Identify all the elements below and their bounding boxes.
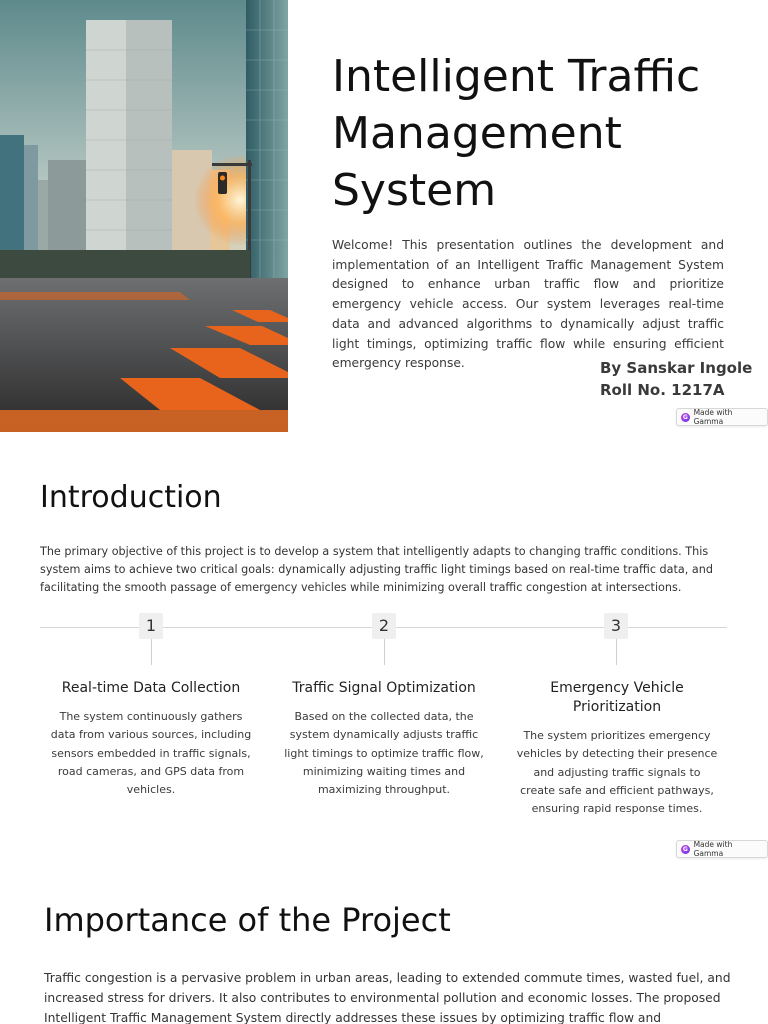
step-description-3: The system prioritizes emergency vehicles by detecting their presence and adjusting traffic signals to create safe and efficient pathways, ensuring rapid response times. bbox=[516, 729, 718, 816]
welcome-paragraph: Welcome! This presentation outlines the development and implementation of an Intelligent Traffic Management System designed to enhance urban traffic flow and prioritize emergency vehicle access. Our system leverages real-time data and advanced algorithms to dynamically adjust traffic light timings, optimizing traffic flow while ensuring efficient emergency response. bbox=[332, 238, 724, 371]
author-block bbox=[600, 357, 752, 401]
introduction-paragraph: The primary objective of this project is to develop a system that intelligently adapts to changing traffic conditions. This system aims to achieve two critical goals: dynamically adjusting traffic light timings based on real-time traffic data, and facilitating the smooth passage of emergency vehicles while minimizing overall traffic congestion at intersections. bbox=[40, 545, 713, 595]
title-slide bbox=[0, 0, 768, 432]
importance-paragraph: Traffic congestion is a pervasive problem in urban areas, leading to extended commute times, wasted fuel, and increased stress for drivers. It also contributes to environmental pollution and economic losses. The proposed Intelligent Traffic Management System directly addresses these issues by optimizing traffic flow and bbox=[44, 971, 731, 1024]
step-connector-2 bbox=[384, 639, 385, 665]
step-connector-1 bbox=[151, 639, 152, 665]
step-description-2: Based on the collected data, the system dynamically adjusts traffic light timings to optimize traffic flow, minimizing waiting times and maximizing throughput. bbox=[284, 710, 484, 797]
step-title-2: Traffic Signal Optimization bbox=[292, 680, 476, 696]
step-number-3: 3 bbox=[604, 613, 628, 639]
made-with-gamma-badge[interactable] bbox=[676, 408, 768, 426]
step-description-1: The system continuously gathers data from various sources, including sensors embedded in traffic signals, road cameras, and GPS data from vehicles. bbox=[50, 710, 252, 797]
step-number-1: 1 bbox=[139, 613, 163, 639]
presentation-title: Intelligent Traffic Management System bbox=[332, 51, 701, 216]
step-number-2: 2 bbox=[372, 613, 396, 639]
step-title-3: Emergency Vehicle Prioritization bbox=[550, 680, 684, 715]
gamma-logo-icon: G bbox=[682, 413, 688, 421]
badge-label: Made with Gamma bbox=[693, 408, 733, 426]
gamma-logo-icon: G bbox=[682, 845, 688, 853]
roll-number: Roll No. 1217A bbox=[600, 381, 725, 399]
badge-label: Made with Gamma bbox=[693, 840, 733, 858]
city-street-photo bbox=[0, 0, 288, 432]
importance-slide bbox=[0, 864, 768, 1024]
introduction-slide bbox=[0, 432, 768, 864]
step-connector-3 bbox=[616, 639, 617, 665]
introduction-heading: Introduction bbox=[40, 480, 222, 515]
importance-heading: Importance of the Project bbox=[44, 901, 451, 939]
made-with-gamma-badge[interactable] bbox=[676, 840, 768, 858]
step-title-1: Real-time Data Collection bbox=[61, 680, 241, 696]
author-name: By Sanskar Ingole bbox=[600, 359, 753, 377]
